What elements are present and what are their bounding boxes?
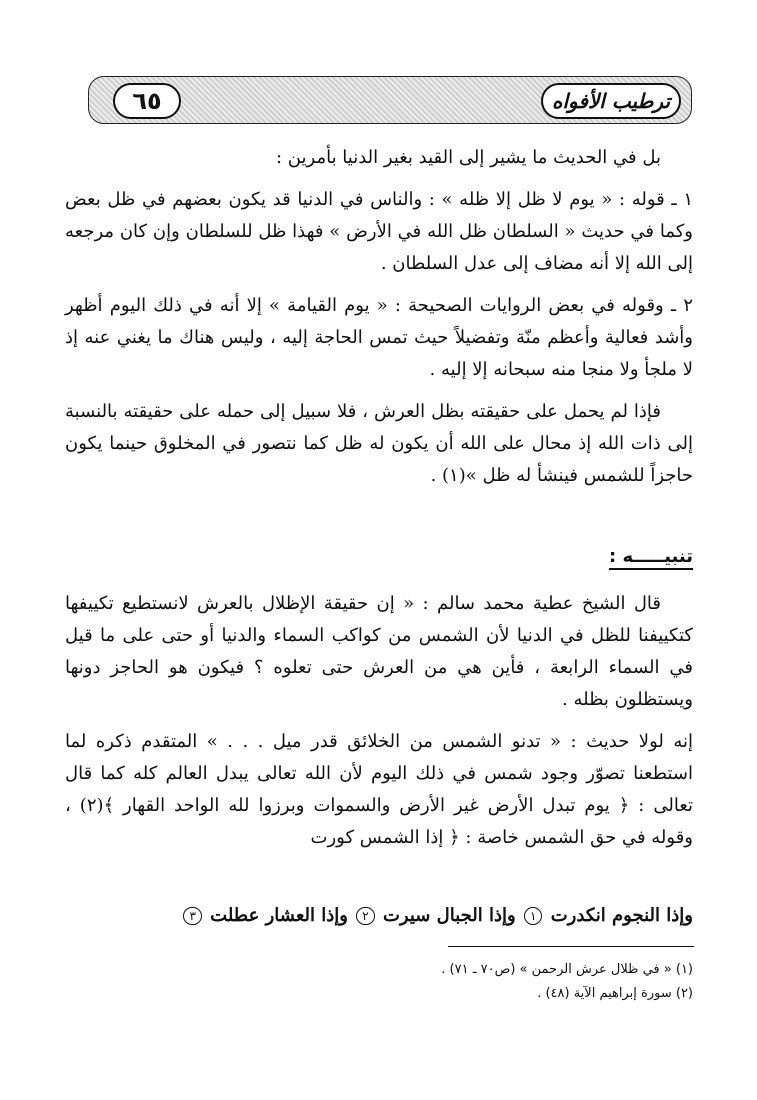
verse-text-1: وإذا النجوم انكدرت bbox=[550, 905, 693, 926]
verse-text-2: وإذا الجبال سيرت bbox=[382, 905, 516, 926]
page-number: ٦٥ bbox=[113, 83, 181, 119]
paragraph-conclusion: فإذا لم يحمل على حقيقته بظل العرش ، فلا سبيل إلى حمله على حقيقته بالنسبة إلى ذات الله إذ محال على الله أن يكون له ظل كما نتصور في المخلوق حينما يكون حاجزاً للشمس فينشأ له ظل »(١) . bbox=[65, 401, 693, 486]
notice-heading-text: تنبيـــــه : bbox=[609, 546, 693, 570]
paragraph-point-2: ٢ ـ وقوله في بعض الروايات الصحيحة : « يوم القيامة » إلا أنه في ذلك اليوم أظهر وأشد فعالية وأعظم منّة وتفضيلاً حيث تمس الحاجة إليه ، وليس هناك ما يغني عنه إذ لا ملجأ ولا منجا منه سبحانه إلا إليه . bbox=[65, 295, 693, 380]
verse-text-3: وإذا العشار عطلت bbox=[210, 905, 348, 926]
paragraph-notice-hadith: إنه لولا حديث : « تدنو الشمس من الخلائق قدر ميل . . . » المتقدم ذكره لما استطعنا تصوّر وجود شمس في ذلك اليوم لأن الله تعالى يبدل العالم كله كما قال تعالى : ﴿ يوم تبدل الأرض غير الأرض والسموات وبرزوا لله الواحد القهار ﴾(٢) ، وقوله في حق الشمس خاصة : ﴿ إذا الشمس كورت bbox=[65, 731, 693, 848]
verse-number-2: ٢ bbox=[356, 907, 374, 925]
footnote-2: (٢) سورة إبراهيم الآية (٤٨) . bbox=[537, 986, 693, 1001]
paragraph-intro: بل في الحديث ما يشير إلى القيد بغير الدنيا بأمرين : bbox=[276, 147, 661, 168]
page-header bbox=[88, 76, 692, 124]
quran-verse-line bbox=[65, 900, 693, 932]
body-section-2 bbox=[65, 588, 693, 854]
verse-number-1: ١ bbox=[524, 907, 542, 925]
notice-heading bbox=[609, 546, 693, 567]
verse-number-3: ٣ bbox=[183, 907, 201, 925]
paragraph-notice-quote: قال الشيخ عطية محمد سالم : « إن حقيقة الإظلال بالعرش لانستطيع تكييفها كتكييفنا للظل في الدنيا لأن الشمس من كواكب السماء والدنيا أو حتى على ما قيل في السماء الرابعة ، فأين هي من العرش حتى تعلوه ؟ فيكون هو الحاجز دونها ويستظلون بظله . bbox=[65, 593, 693, 710]
book-title: ترطيب الأفواه bbox=[541, 83, 681, 119]
body-section-1 bbox=[65, 142, 693, 492]
footnote-1: (١) « في ظلال عرش الرحمن » (ص٧٠ ـ ٧١) . bbox=[441, 962, 693, 977]
footnote-divider bbox=[448, 946, 694, 947]
paragraph-point-1: ١ ـ قوله : « يوم لا ظل إلا ظله » : والناس في الدنيا قد يكون بعضهم في ظل بعض وكما في حديث « السلطان ظل الله في الأرض » فهذا ظل للسلطان وإن كان مرجعه إلى الله إلا أنه مضاف إلى عدل السلطان . bbox=[65, 189, 693, 274]
